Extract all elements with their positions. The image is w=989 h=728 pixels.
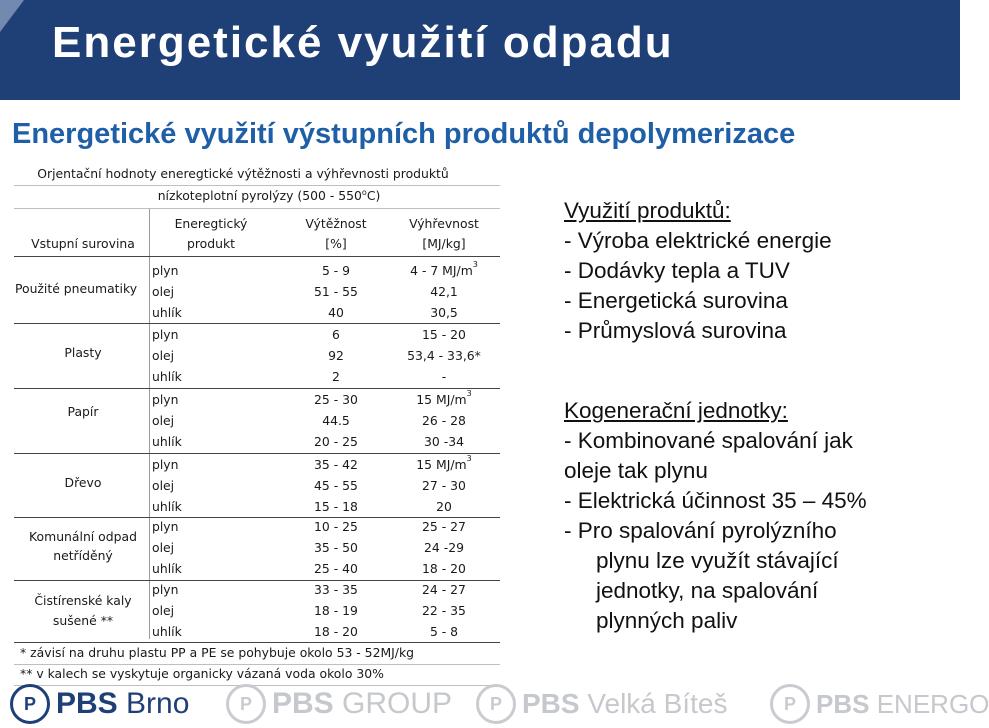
cogeneration-heading: Kogenerační jednotky: xyxy=(564,398,788,423)
cell-product: uhlík xyxy=(152,624,182,639)
group-label: Použité pneumatiky xyxy=(14,281,138,296)
cell-heat xyxy=(394,260,494,281)
pbs-logo-icon: P xyxy=(476,684,516,724)
header-heat-1: Výhřevnost xyxy=(409,216,479,231)
unit-exponent: 3 xyxy=(472,260,478,269)
caption-text: nízkoteplotní pyrolýzy (500 - 550 xyxy=(157,188,362,203)
logo-pbs-energo xyxy=(770,682,989,726)
cell-heat: 27 - 30 xyxy=(422,478,466,493)
cell-product: olej xyxy=(152,478,175,493)
cell-product: uhlík xyxy=(152,499,182,514)
cell-heat: 24 - 27 xyxy=(422,582,466,597)
table-bottom-rule xyxy=(14,642,500,643)
usage-item: - Výroba elektrické energie xyxy=(564,228,832,253)
header-heat-2: [MJ/kg] xyxy=(422,236,466,251)
heat-value: 15 MJ/m xyxy=(416,457,467,472)
pbs-logo-icon: P xyxy=(226,684,266,724)
cell-product: olej xyxy=(152,348,175,363)
caption-degree: o xyxy=(361,188,367,197)
col-divider xyxy=(149,209,150,639)
cogeneration-line: - Elektrická účinnost 35 – 45% xyxy=(564,488,867,513)
cell-heat: 22 - 35 xyxy=(422,603,466,618)
cell-yield: 5 - 9 xyxy=(321,263,351,278)
cell-yield: 18 - 20 xyxy=(314,624,358,639)
footnote-rule xyxy=(14,664,500,665)
cell-yield: 40 xyxy=(328,305,344,320)
cell-product: olej xyxy=(152,284,175,299)
cell-product: plyn xyxy=(152,327,179,342)
cell-product: plyn xyxy=(152,457,179,472)
header-yield-1: Výtěžnost xyxy=(305,216,367,231)
cell-product: plyn xyxy=(152,263,179,278)
cell-yield: 6 xyxy=(332,327,340,342)
cell-heat: 30 -34 xyxy=(424,434,464,449)
group-label: Plasty xyxy=(64,345,102,360)
heat-value: 4 - 7 MJ/m xyxy=(410,263,473,278)
pbs-logo-icon: P xyxy=(770,684,810,724)
group-label-line2: sušené ** xyxy=(52,613,114,628)
logo-text xyxy=(272,687,452,721)
cell-yield: 10 - 25 xyxy=(314,519,358,534)
header-yield-2: [%] xyxy=(325,236,347,251)
cogeneration-line: plynu lze využít stávající xyxy=(596,548,839,573)
cell-heat: 24 -29 xyxy=(424,540,464,555)
cogeneration-line: - Kombinované spalování jak xyxy=(564,428,853,453)
cell-yield: 20 - 25 xyxy=(314,434,358,449)
logo-text xyxy=(816,689,989,720)
cell-yield: 2 xyxy=(332,369,340,384)
caption-rule xyxy=(14,185,500,186)
cell-yield: 92 xyxy=(328,348,344,363)
usage-heading: Využití produktů: xyxy=(564,198,731,223)
logo-text xyxy=(56,687,189,721)
logo-brand: PBS xyxy=(522,688,580,719)
logo-text xyxy=(522,688,727,720)
logo-suffix: Velká Bíteš xyxy=(587,688,728,719)
cell-yield: 25 - 30 xyxy=(314,392,358,407)
logo-suffix: GROUP xyxy=(342,687,453,720)
cell-product: olej xyxy=(152,540,175,555)
group-label: Dřevo xyxy=(64,475,102,490)
header-product-1: Eneregtický xyxy=(174,216,248,231)
cell-heat xyxy=(394,389,494,410)
cell-yield: 25 - 40 xyxy=(314,561,358,576)
cogeneration-line: oleje tak plynu xyxy=(564,458,708,483)
cogeneration-line: plynných paliv xyxy=(596,608,738,633)
cell-yield: 44.5 xyxy=(322,413,350,428)
cell-product: olej xyxy=(152,603,175,618)
cell-heat xyxy=(394,454,494,475)
cell-product: plyn xyxy=(152,519,179,534)
cell-heat: 42,1 xyxy=(430,284,458,299)
cell-product: plyn xyxy=(152,582,179,597)
cell-yield: 18 - 19 xyxy=(314,603,358,618)
group-label-line2: netříděný xyxy=(53,548,113,563)
cell-yield: 33 - 35 xyxy=(314,582,358,597)
logo-brand: PBS xyxy=(56,687,118,720)
cell-yield: 45 - 55 xyxy=(314,478,358,493)
heat-value: 15 MJ/m xyxy=(416,392,467,407)
logo-brand: PBS xyxy=(816,688,870,719)
logo-pbs-group xyxy=(226,682,452,726)
logo-brand: PBS xyxy=(272,687,334,720)
usage-item: - Energetická surovina xyxy=(564,288,788,313)
group-label-line1: Čistírenské kaly xyxy=(34,593,132,608)
cogeneration-line: - Pro spalování pyrolýzního xyxy=(564,518,837,543)
group-label: Papír xyxy=(67,404,99,419)
group-label-line1: Komunální odpad xyxy=(29,529,137,544)
logo-suffix: Brno xyxy=(126,687,190,720)
usage-item: - Dodávky tepla a TUV xyxy=(564,258,790,283)
usage-block xyxy=(564,196,832,346)
cell-heat: 18 - 20 xyxy=(422,561,466,576)
cell-product: uhlík xyxy=(152,561,182,576)
cell-heat: 53,4 - 33,6* xyxy=(407,348,481,363)
cell-heat: 30,5 xyxy=(430,305,458,320)
header-product-2: produkt xyxy=(186,236,236,251)
usage-item: - Průmyslová surovina xyxy=(564,318,787,343)
cell-heat: 15 - 20 xyxy=(422,327,466,342)
header-input: Vstupní surovina xyxy=(31,236,135,251)
footnote-1: * závisí na druhu plastu PP a PE se pohybuje okolo 53 - 52MJ/kg xyxy=(20,645,415,660)
cell-heat: 5 - 8 xyxy=(429,624,459,639)
footnote-2: ** v kalech se vyskytuje organicky vázaná voda okolo 30% xyxy=(20,666,384,681)
caption-unit: C) xyxy=(366,188,381,203)
logo-pbs-velka-bites xyxy=(476,682,727,726)
cell-product: uhlík xyxy=(152,369,182,384)
cell-yield: 35 - 50 xyxy=(314,540,358,555)
caption-rule xyxy=(14,208,500,209)
cell-product: plyn xyxy=(152,392,179,407)
logo-pbs-brno xyxy=(10,682,189,726)
cell-yield: 15 - 18 xyxy=(314,499,358,514)
cell-heat: 25 - 27 xyxy=(422,519,466,534)
cell-heat: - xyxy=(441,369,447,384)
unit-exponent: 3 xyxy=(466,454,472,463)
header-rule xyxy=(14,256,500,257)
cell-heat: 26 - 28 xyxy=(422,413,466,428)
cell-product: olej xyxy=(152,413,175,428)
unit-exponent: 3 xyxy=(466,389,472,398)
title-bar xyxy=(0,0,960,100)
slide-subtitle: Energetické využití výstupních produktů depolymerizace xyxy=(12,118,796,150)
slide-title: Energetické využití odpadu xyxy=(52,18,674,67)
cogeneration-line: jednotky, na spalování xyxy=(596,578,819,603)
pbs-logo-icon: P xyxy=(10,684,50,724)
title-bar-accent xyxy=(0,0,24,32)
cell-yield: 35 - 42 xyxy=(314,457,358,472)
cell-product: uhlík xyxy=(152,434,182,449)
cell-yield: 51 - 55 xyxy=(314,284,358,299)
cogeneration-block xyxy=(564,396,867,636)
table-caption-line1: Orjentační hodnoty eneregtické výtěžnosti a výhřevnosti produktů xyxy=(37,166,449,181)
table-caption-line2 xyxy=(26,188,512,203)
logo-suffix: ENERGO xyxy=(876,688,989,719)
cell-product: uhlík xyxy=(152,305,182,320)
cell-heat: 20 xyxy=(436,499,452,514)
